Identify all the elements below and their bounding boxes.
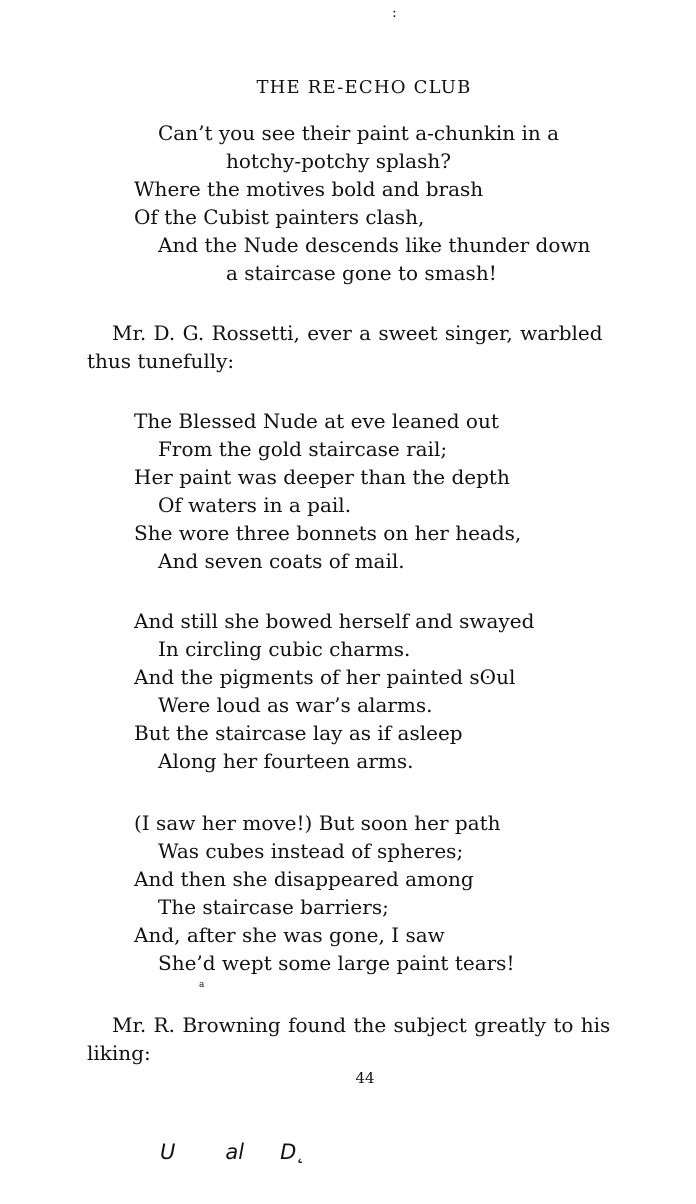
poem-stanza-c-line-5: And, after she was gone, I saw <box>134 923 445 947</box>
paragraph1-line-2: thus tunefully: <box>87 349 235 373</box>
stanza1-line-6: a staircase gone to smash! <box>226 261 497 285</box>
stanza1-line-3: Where the motives bold and brash <box>134 177 484 201</box>
poem-stanza-a-line-2: From the gold staircase rail; <box>158 437 448 461</box>
paragraph2-line-1: Mr. R. Browning found the subject greatly to his <box>112 1013 611 1037</box>
footer-mark-2: al <box>225 1140 245 1164</box>
stanza1-line-2: hotchy-potchy splash? <box>226 149 451 173</box>
poem-stanza-b-line-3: And the pigments of her painted sʘul <box>134 665 516 689</box>
page-number: 44 <box>355 1069 375 1087</box>
poem-stanza-b-line-1: And still she bowed herself and swayed <box>134 609 535 633</box>
poem-stanza-a-line-1: The Blessed Nude at eve leaned out <box>134 409 499 433</box>
poem-stanza-a-line-5: She wore three bonnets on her heads, <box>134 521 522 545</box>
poem-stanza-c-line-6: She’d wept some large paint tears! <box>158 951 515 975</box>
poem-stanza-c-line-4: The staircase barriers; <box>158 895 389 919</box>
top-mark: : <box>392 5 397 21</box>
ink-smudge: a <box>199 980 205 990</box>
poem-stanza-a-line-6: And seven coats of mail. <box>158 549 405 573</box>
stanza1-line-4: Of the Cubist painters clash, <box>134 205 425 229</box>
footer-mark-3: D˛ <box>280 1140 307 1164</box>
poem-stanza-c-line-1: (I saw her move!) But soon her path <box>134 811 501 835</box>
paragraph1-line-1: Mr. D. G. Rossetti, ever a sweet singer, warbled <box>112 321 603 345</box>
poem-stanza-b-line-6: Along her fourteen arms. <box>158 749 414 773</box>
poem-stanza-a-line-4: Of waters in a pail. <box>158 493 352 517</box>
poem-stanza-b-line-5: But the staircase lay as if asleep <box>134 721 463 745</box>
poem-stanza-c-line-3: And then she disappeared among <box>134 867 474 891</box>
paragraph2-line-2: liking: <box>87 1041 151 1065</box>
poem-stanza-a-line-3: Her paint was deeper than the depth <box>134 465 510 489</box>
footer-mark-1: U <box>160 1140 176 1164</box>
poem-stanza-b-line-4: Were loud as war’s alarms. <box>158 693 433 717</box>
stanza1-line-5: And the Nude descends like thunder down <box>158 233 591 257</box>
poem-stanza-c-line-2: Was cubes instead of spheres; <box>158 839 464 863</box>
footer-marks <box>160 1138 307 1166</box>
stanza1-line-1: Can’t you see their paint a-chunkin in a <box>158 121 560 145</box>
poem-stanza-b-line-2: In circling cubic charms. <box>158 637 411 661</box>
running-head: THE RE-ECHO CLUB <box>256 77 472 98</box>
